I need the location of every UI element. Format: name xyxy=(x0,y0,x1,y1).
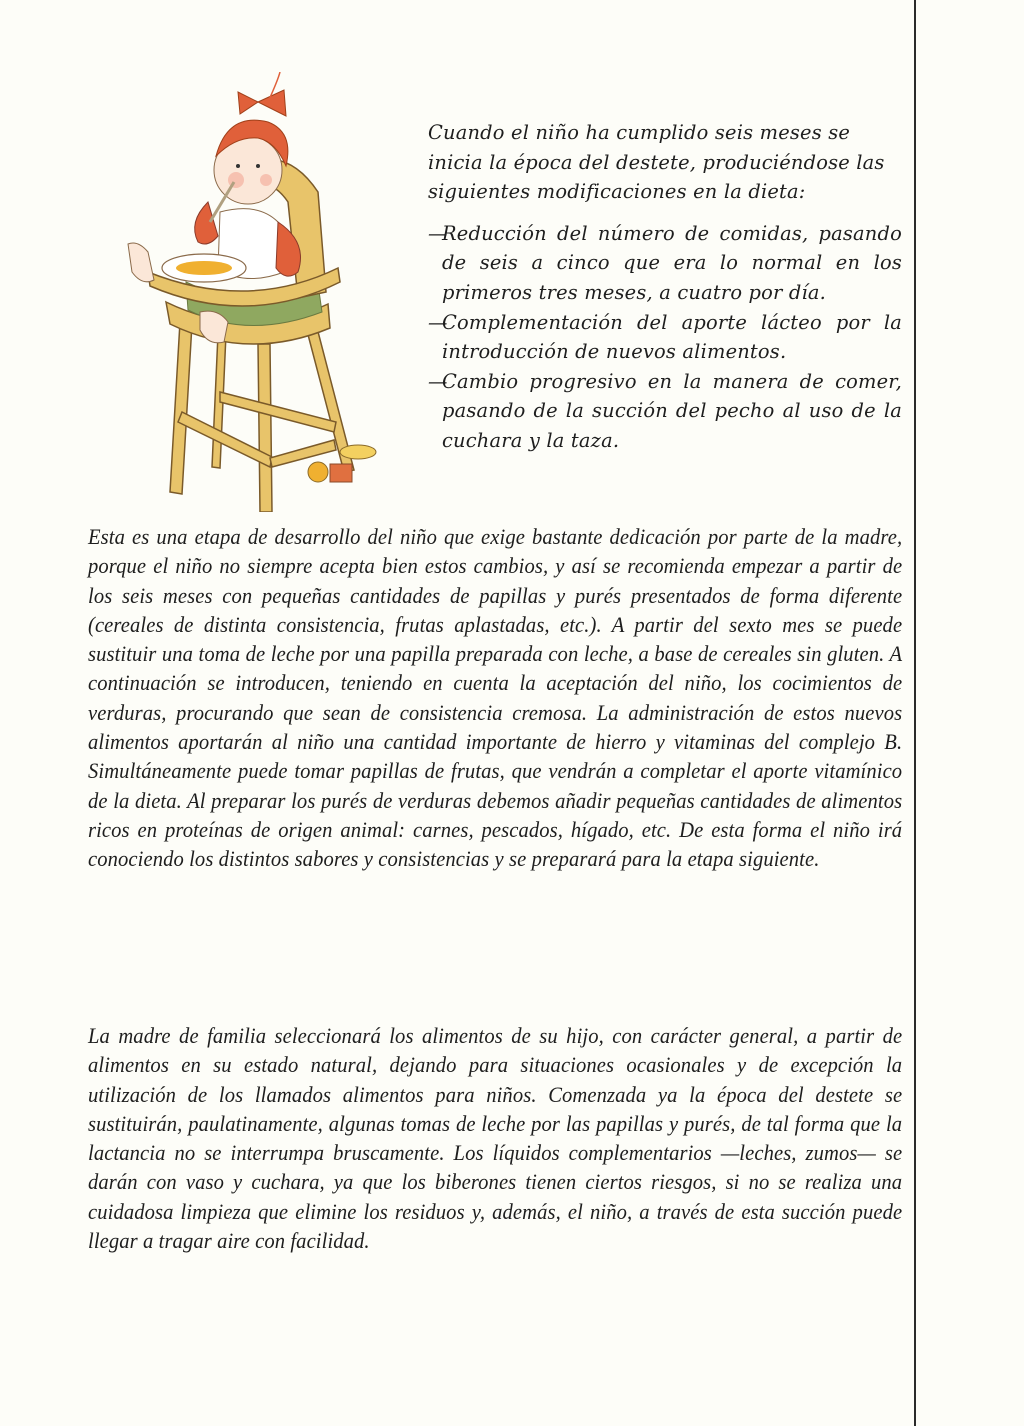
intro-lead: Cuando el niño ha cumplido seis meses se inicia la época del destete, produciéndose las siguientes modificaciones en la dieta: xyxy=(428,121,885,204)
dash-marker: — xyxy=(428,310,448,334)
dash-marker: — xyxy=(428,221,448,245)
baby-arm-left xyxy=(195,202,218,244)
paragraph-weaning-stage xyxy=(88,522,902,874)
list-item-text: Reducción del número de comidas, pasando de seis a cinco que era lo normal en los primeros tres meses, a cuatro por día. xyxy=(442,221,902,304)
modifications-list xyxy=(428,219,902,456)
list-item xyxy=(428,219,902,308)
highchair-legs xyxy=(170,322,354,512)
list-item-text: Cambio progresivo en la manera de comer, pasando de la succión del pecho al uso de la cuchara y la taza. xyxy=(442,369,902,452)
intro-section xyxy=(428,118,902,456)
soup xyxy=(176,261,232,275)
hair-bow xyxy=(238,90,286,116)
list-item xyxy=(428,308,902,367)
baby-highchair-illustration xyxy=(108,72,408,512)
list-item xyxy=(428,367,902,456)
dash-marker: — xyxy=(428,369,448,393)
paragraph-mother-selection xyxy=(88,1021,902,1255)
baby-foot xyxy=(128,243,154,282)
paragraph-text: Esta es una etapa de desarrollo del niño que exige bastante dedicación por parte de la madre, porque el niño no siempre acepta bien estos cambios, y así se recomienda empezar a partir de los seis meses con pequeñas cantidades de papillas y purés presentados de forma diferente (cereales de distinta consistencia, frutas aplastadas, etc.). A partir del sexto mes se puede sustituir una toma de leche por una papilla preparada con leche, a base de cereales sin gluten. A continuación se introducen, teniendo en cuenta la aceptación del niño, los cocimientos de verduras, procurando que sean de consistencia cremosa. La administración de estos nuevos alimentos aportarán al niño una cantidad importante de hierro y vitaminas del complejo B. Simultáneamente puede tomar papillas de frutas, que vendrán a completar el aporte vitamínico de la dieta. Al preparar los purés de verduras debemos añadir pequeñas cantidades de alimentos ricos en proteínas de origen animal: carnes, pescados, hígado, etc. De esta forma el niño irá conociendo los distintos sabores y consistencias y se preparará para la etapa siguiente. xyxy=(88,524,903,872)
page-edge-rule xyxy=(914,0,916,1426)
list-item-text: Complementación del aporte lácteo por la introducción de nuevos alimentos. xyxy=(442,310,902,364)
paragraph-text: La madre de familia seleccionará los alimentos de su hijo, con carácter general, a partir de alimentos en su estado natural, dejando para situaciones ocasionales y de excepción la utilización de los llamados alimentos para niños. Comenzada ya la época del destete se sustituirán, paulatinamente, algunas tomas de leche por las papillas y purés, de tal forma que la lactancia no se interrumpa bruscamente. Los líquidos complementarios —leches, zumos— se darán con vaso y cuchara, ya que los biberones tienen ciertos riesgos, si no se realiza una cuidadosa limpieza que elimine los residuos y, además, el niño, a través de esta succión puede llegar a tragar aire con facilidad. xyxy=(88,1023,903,1254)
